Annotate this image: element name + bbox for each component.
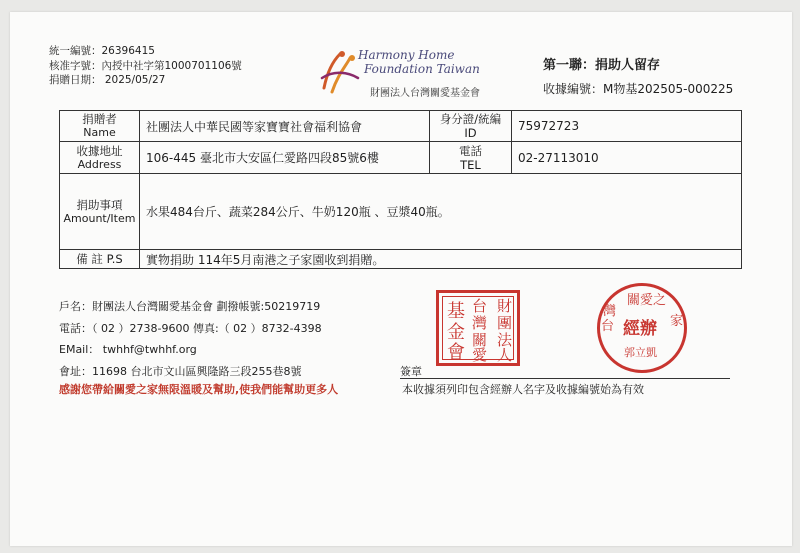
uniform-number: 統一編號：26396415 (49, 45, 155, 57)
foundation-logo (318, 48, 498, 108)
header-info (49, 44, 242, 88)
copy-label: 第一聯：捐助人留存 (543, 58, 661, 73)
footer-info (59, 296, 338, 398)
logo-chinese: 財團法人台灣關愛基金會 (370, 88, 480, 99)
address-label: 收據地址 Address (60, 142, 140, 174)
tel-label: 電話 TEL (430, 142, 512, 174)
remark-value: 實物捐助 114年5月南港之子家園收到捐贈。 (140, 250, 742, 269)
item-value: 水果484台斤、蔬菜284公斤、牛奶120瓶 、豆漿40瓶。 (140, 174, 742, 250)
receipt-meta (543, 54, 733, 97)
seal-label: 簽章 (400, 365, 422, 378)
email-info: EMail： twhhf@twhhf.org (59, 343, 197, 356)
square-seal-stamp: 財 團 法 人 台 灣 關 愛 基 金 會 (436, 290, 520, 366)
logo-english: Harmony Home Foundation Taiwan (358, 48, 480, 76)
thanks-text: 感謝您帶給關愛之家無限溫暖及幫助,使我們能幫助更多人 (59, 383, 339, 396)
donor-value: 社團法人中華民國等家寶寶社會福利協會 (140, 111, 430, 142)
id-value: 75972723 (512, 111, 742, 142)
row-address (60, 142, 742, 174)
receipt-number: 收據編號：M物基202505-000225 (543, 82, 734, 96)
approval-number: 核准字號：內授中社字第1000701106號 (49, 59, 242, 72)
row-item (60, 174, 742, 250)
address-value: 106-445 臺北市大安區仁愛路四段85號6樓 (140, 142, 430, 174)
donation-date: 捐贈日期： 2025/05/27 (49, 74, 166, 86)
donor-label: 捐贈者 Name (60, 111, 140, 142)
phone-info: 電話：（ 02 ）2738-9600 傳真:（ 02 ）8732-4398 (59, 321, 322, 335)
round-handler-stamp: 關愛之 灣 台 家 經辦 郭立凱 (597, 283, 687, 373)
row-remark (60, 250, 742, 269)
receipt-table (59, 110, 742, 269)
item-label: 捐助事項 Amount/Item (60, 174, 140, 250)
validity-note: 本收據須列印包含經辦人名字及收據編號始為有效 (402, 383, 644, 396)
account-info: 戶名：財團法人台灣關愛基金會 劃撥帳號:50219719 (59, 300, 321, 313)
signature-line (400, 378, 730, 379)
id-label: 身分證/統編 ID (430, 111, 512, 142)
remark-label: 備 註 P.S (60, 250, 140, 269)
row-donor (60, 111, 742, 142)
address-info: 會址：11698 台北市文山區興隆路三段255巷8號 (59, 364, 302, 378)
tel-value: 02-27113010 (512, 142, 742, 174)
